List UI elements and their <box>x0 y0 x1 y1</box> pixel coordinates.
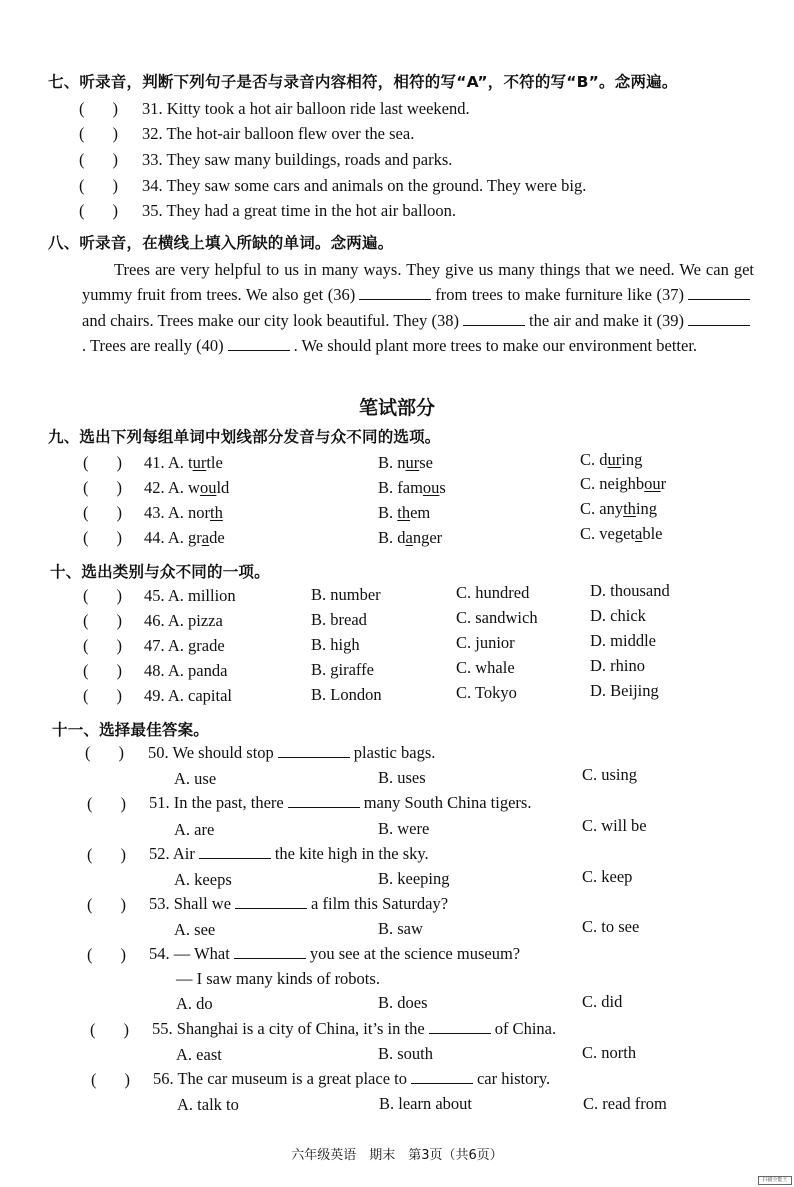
answer-blank[interactable] <box>288 806 360 808</box>
answer-paren[interactable] <box>83 503 122 523</box>
answer-paren[interactable] <box>83 453 122 473</box>
question-47: 47. A. grade <box>144 636 225 655</box>
option-c[interactable] <box>580 474 666 494</box>
question-52 <box>149 844 429 864</box>
answer-blank[interactable] <box>234 957 306 959</box>
answer-paren[interactable] <box>91 1070 130 1090</box>
word-part: ing <box>635 499 658 518</box>
answer-paren[interactable] <box>83 686 122 706</box>
answer-paren[interactable] <box>79 201 118 221</box>
passage-text: from trees to make furniture like (37) <box>435 285 684 305</box>
option-b[interactable]: B. uses <box>378 768 426 787</box>
option-c[interactable]: C. to see <box>582 917 640 936</box>
option-c[interactable]: C. read from <box>583 1094 667 1113</box>
answer-paren[interactable] <box>79 124 118 144</box>
word-part: B. fam <box>378 478 423 497</box>
option-c[interactable]: C. Tokyo <box>456 683 517 702</box>
answer-blank[interactable] <box>199 857 271 859</box>
question-34: 34. They saw some cars and animals on the ground. They were big. <box>142 176 587 195</box>
option-b[interactable] <box>378 528 442 548</box>
question-54-reply: — I saw many kinds of robots. <box>176 969 380 988</box>
word-part: C. neighb <box>580 474 645 493</box>
answer-blank[interactable] <box>235 907 307 909</box>
word-part: s <box>439 478 446 497</box>
question-50 <box>148 743 435 763</box>
passage-text: Trees are very helpful to us in many ways. They give us many things that we need. We can get yummy fruit from trees. We also get (36) <box>82 260 754 305</box>
question-55 <box>152 1019 556 1039</box>
question-number: 43. <box>144 503 165 522</box>
option-c[interactable]: C. did <box>582 992 623 1011</box>
question-text: of China. <box>494 1019 557 1038</box>
question-48: 48. A. panda <box>144 661 228 680</box>
blank-36[interactable] <box>359 298 431 300</box>
option-a[interactable]: A. see <box>174 920 216 939</box>
answer-paren[interactable] <box>87 895 126 915</box>
section-10-heading: 十、选出类别与众不同的一项。 <box>50 563 270 581</box>
word-part: A. nor <box>167 503 211 522</box>
option-c[interactable]: C. north <box>582 1043 637 1062</box>
option-b[interactable]: B. London <box>311 685 382 704</box>
question-46: 46. A. pizza <box>144 611 223 630</box>
option-b[interactable] <box>378 478 446 498</box>
answer-paren[interactable] <box>79 99 118 119</box>
question-text: 50. We should stop <box>148 743 274 762</box>
question-text: 55. Shanghai is a city of China, it’s in the <box>152 1019 425 1038</box>
question-51 <box>149 793 531 813</box>
option-b[interactable]: B. learn about <box>379 1094 473 1113</box>
question-text: 51. In the past, there <box>149 793 284 812</box>
option-c[interactable] <box>580 524 663 544</box>
word-part: C. veget <box>580 524 635 543</box>
option-b[interactable]: B. south <box>378 1044 434 1063</box>
word-part: ble <box>642 524 663 543</box>
answer-paren[interactable] <box>87 845 126 865</box>
option-a[interactable]: A. use <box>174 769 217 788</box>
underlined-part: a <box>635 524 643 543</box>
question-text: 56. The car museum is a great place to <box>153 1069 407 1088</box>
section-7-heading: 七、听录音，判断下列句子是否与录音内容相符，相符的写“A”，不符的写“B”。念两遍。 <box>48 73 678 91</box>
answer-paren[interactable] <box>87 794 126 814</box>
answer-paren[interactable] <box>83 636 122 656</box>
option-b[interactable]: B. does <box>378 993 428 1012</box>
option-c[interactable] <box>580 499 657 519</box>
question-text: 52. Air <box>149 844 195 863</box>
blank-40[interactable] <box>228 349 290 351</box>
question-45: 45. A. million <box>144 586 236 605</box>
option-b[interactable]: B. number <box>311 585 381 604</box>
option-c[interactable]: C. junior <box>456 633 515 652</box>
option-a[interactable]: A. are <box>174 820 215 839</box>
answer-paren[interactable] <box>83 661 122 681</box>
answer-paren[interactable] <box>85 743 124 763</box>
cloze-passage <box>82 257 754 359</box>
option-a[interactable]: A. east <box>176 1045 222 1064</box>
word-part: de <box>209 528 225 547</box>
underlined-part: ou <box>422 478 440 497</box>
option-d[interactable]: D. middle <box>590 631 656 650</box>
underlined-part: a <box>201 528 210 547</box>
page-footer: 六年级英语 期末 第3页（共6页） <box>291 1148 503 1163</box>
answer-paren[interactable] <box>87 945 126 965</box>
word-part: B. n <box>378 453 406 472</box>
underlined-part: th <box>210 503 223 522</box>
answer-blank[interactable] <box>411 1082 473 1084</box>
section-8-heading: 八、听录音，在横线上填入所缺的单词。念两遍。 <box>48 234 394 252</box>
option-b[interactable]: B. high <box>311 635 360 654</box>
word-part: B. d <box>378 528 406 547</box>
question-text: the kite high in the sky. <box>274 844 429 863</box>
answer-blank[interactable] <box>429 1032 491 1034</box>
option-c[interactable]: C. keep <box>582 867 633 886</box>
question-text: 54. — What <box>149 944 230 963</box>
question-41 <box>144 453 223 473</box>
option-c[interactable]: C. sandwich <box>456 608 538 627</box>
question-text: a film this Saturday? <box>311 894 449 913</box>
answer-paren[interactable] <box>83 611 122 631</box>
word-part: A. gr <box>167 528 202 547</box>
question-text: you see at the science museum? <box>309 944 521 963</box>
passage-text: . Trees are really (40) <box>82 336 224 356</box>
blank-38[interactable] <box>463 324 525 326</box>
option-c[interactable]: C. whale <box>456 658 515 677</box>
question-text: 53. Shall we <box>149 894 232 913</box>
question-35: 35. They had a great time in the hot air balloon. <box>142 201 457 220</box>
question-33: 33. They saw many buildings, roads and parks. <box>142 150 453 169</box>
option-b[interactable]: B. keeping <box>378 869 450 888</box>
answer-paren[interactable] <box>83 586 122 606</box>
option-a[interactable]: A. talk to <box>177 1095 239 1114</box>
passage-text: and chairs. Trees make our city look beautiful. They (38) <box>82 310 459 330</box>
question-53 <box>149 894 448 914</box>
underlined-part: ou <box>644 474 661 493</box>
option-c[interactable]: C. will be <box>582 816 647 835</box>
word-part: A. w <box>167 478 200 497</box>
underlined-part: ur <box>405 453 420 472</box>
question-number: 41. <box>144 453 165 472</box>
option-b[interactable]: B. bread <box>311 610 367 629</box>
word-part: ld <box>216 478 230 497</box>
question-44 <box>144 528 225 548</box>
option-a[interactable]: A. do <box>176 994 213 1013</box>
option-d[interactable]: D. rhino <box>590 656 645 675</box>
option-b[interactable] <box>378 453 433 473</box>
word-part: tle <box>206 453 223 472</box>
question-text: car history. <box>476 1069 551 1088</box>
answer-paren[interactable] <box>90 1020 129 1040</box>
word-part: A. t <box>167 453 193 472</box>
passage-text: . We should plant more trees to make our environment better. <box>293 336 698 356</box>
underlined-part: ur <box>607 450 622 469</box>
word-part: B. <box>378 503 398 522</box>
word-part: C. any <box>580 499 624 518</box>
question-number: 42. <box>144 478 165 497</box>
option-a[interactable]: A. keeps <box>174 870 232 889</box>
word-part: C. d <box>580 450 608 469</box>
underlined-part: th <box>397 503 411 522</box>
question-42 <box>144 478 229 498</box>
question-text: many South China tigers. <box>363 793 532 812</box>
answer-paren[interactable] <box>79 150 118 170</box>
option-b[interactable]: B. giraffe <box>311 660 374 679</box>
question-43 <box>144 503 223 523</box>
underlined-part: ur <box>192 453 207 472</box>
passage-text: the air and make it (39) <box>528 310 684 330</box>
section-11-heading: 十一、选择最佳答案。 <box>52 721 210 739</box>
question-49: 49. A. capital <box>144 686 232 705</box>
option-b[interactable]: B. saw <box>378 919 423 938</box>
underlined-part: th <box>623 499 636 518</box>
question-number: 44. <box>144 528 165 547</box>
option-c[interactable] <box>580 450 642 470</box>
blank-39[interactable] <box>688 324 750 326</box>
question-32: 32. The hot-air balloon flew over the sea. <box>142 124 415 143</box>
option-d[interactable]: D. chick <box>590 606 646 625</box>
word-part: se <box>419 453 434 472</box>
question-text: plastic bags. <box>353 743 436 762</box>
word-part: em <box>410 503 431 522</box>
option-d[interactable]: D. thousand <box>590 581 670 600</box>
answer-paren[interactable] <box>83 528 122 548</box>
scanner-stamp: 扫描全能王 <box>758 1176 792 1185</box>
option-b[interactable]: B. were <box>378 819 430 838</box>
word-part: nger <box>412 528 443 547</box>
question-31: 31. Kitty took a hot air balloon ride last weekend. <box>142 99 470 118</box>
word-part: ing <box>621 450 643 469</box>
question-54 <box>149 944 520 964</box>
answer-paren[interactable] <box>79 176 118 196</box>
option-d[interactable]: D. Beijing <box>590 681 659 700</box>
answer-paren[interactable] <box>83 478 122 498</box>
underlined-part: ou <box>199 478 217 497</box>
word-part: r <box>660 474 667 493</box>
section-9-heading: 九、选出下列每组单词中划线部分发音与众不同的选项。 <box>48 428 441 446</box>
option-c[interactable]: C. hundred <box>456 583 530 602</box>
option-b[interactable] <box>378 503 430 523</box>
answer-blank[interactable] <box>278 756 350 758</box>
written-part-title: 笔试部分 <box>358 397 435 419</box>
option-c[interactable]: C. using <box>582 765 638 784</box>
question-56 <box>153 1069 550 1089</box>
blank-37[interactable] <box>688 298 750 300</box>
underlined-part: a <box>405 528 413 547</box>
